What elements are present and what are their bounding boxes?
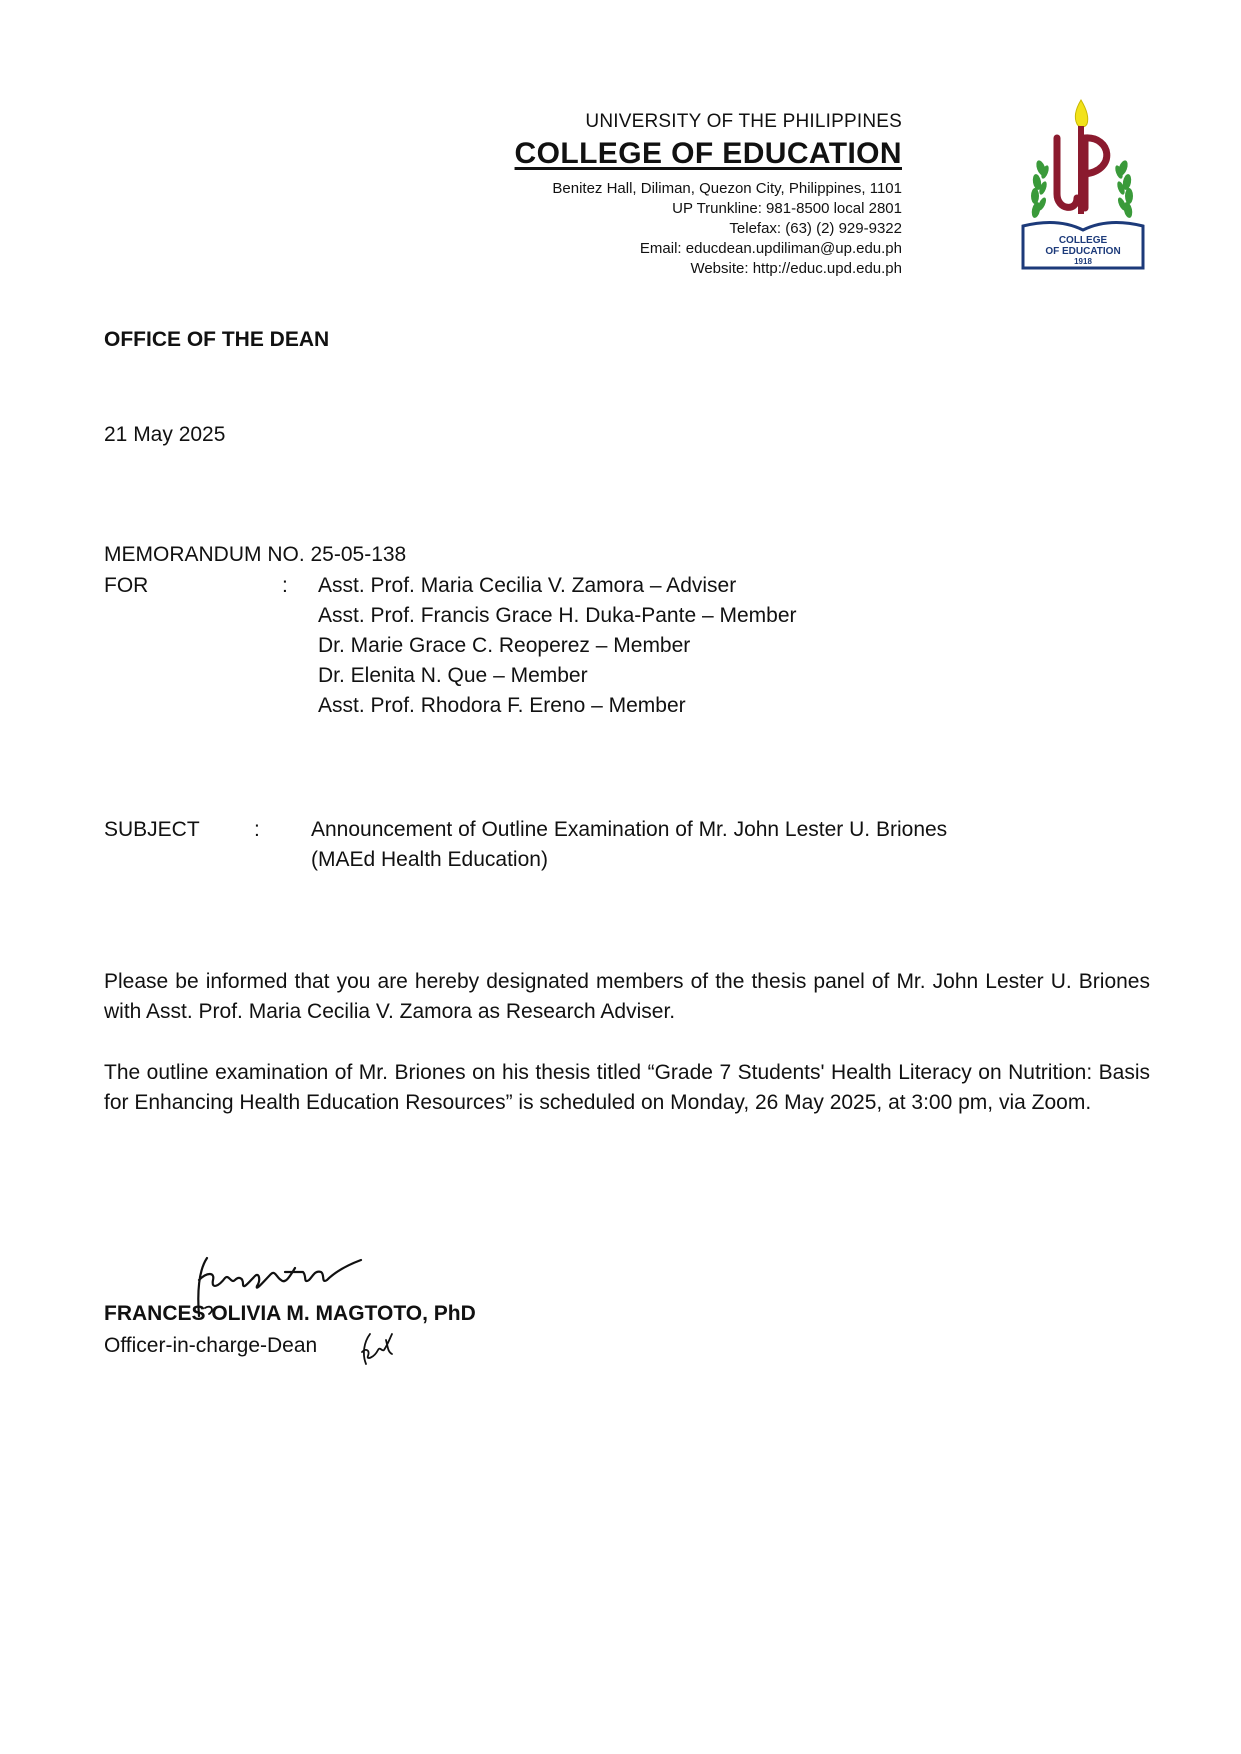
recipient-item: Asst. Prof. Francis Grace H. Duka-Pante – Member <box>318 604 797 627</box>
logo-text-education: OF EDUCATION <box>1045 246 1121 257</box>
signatory-title: Officer-in-charge-Dean <box>104 1334 318 1357</box>
college-trunkline: UP Trunkline: 981-8500 local 2801 <box>672 200 902 217</box>
college-email: Email: educdean.updiliman@up.edu.ph <box>639 240 902 257</box>
logo-text-college: COLLEGE <box>1058 235 1108 246</box>
handwritten-initials <box>356 1330 398 1366</box>
office-heading: OFFICE OF THE DEAN <box>104 328 330 351</box>
subject-colon: : <box>254 818 260 841</box>
body-paragraph-2: The outline examination of Mr. Briones on his thesis titled “Grade 7 Students' Health Literacy on Nutrition: Basis for Enhancing Health Education Resources” is scheduled on Monday, 26 May 2025, at 3:00 pm, via Zoom. <box>104 1061 1150 1114</box>
memo-date: 21 May 2025 <box>104 423 226 446</box>
subject-label: SUBJECT <box>104 818 200 841</box>
college-logo-icon <box>1019 98 1149 274</box>
subject-text <box>311 815 1071 875</box>
body-paragraph-1: Please be informed that you are hereby designated members of the thesis panel of Mr. John Lester U. Briones with Asst. Prof. Maria Cecilia V. Zamora as Research Adviser. <box>104 970 1150 1023</box>
college-telefax: Telefax: (63) (2) 929-9322 <box>729 220 902 237</box>
recipient-item: Dr. Marie Grace C. Reoperez – Member <box>318 634 691 657</box>
college-website: Website: http://educ.upd.edu.ph <box>690 260 902 277</box>
recipient-item: Asst. Prof. Maria Cecilia V. Zamora – Adviser <box>318 574 737 597</box>
university-name: UNIVERSITY OF THE PHILIPPINES <box>585 111 902 132</box>
memo-number: MEMORANDUM NO. 25-05-138 <box>104 543 407 566</box>
recipient-list <box>318 571 797 721</box>
for-colon: : <box>282 574 288 597</box>
college-address: Benitez Hall, Diliman, Quezon City, Philippines, 1101 <box>552 180 902 197</box>
signatory-name: FRANCES OLIVIA M. MAGTOTO, PhD <box>104 1302 476 1325</box>
recipient-item: Dr. Elenita N. Que – Member <box>318 664 588 687</box>
subject-line: Announcement of Outline Examination of Mr. John Lester U. Briones <box>311 818 948 841</box>
for-label: FOR <box>104 574 149 597</box>
recipient-item: Asst. Prof. Rhodora F. Ereno – Member <box>318 694 686 717</box>
subject-line: (MAEd Health Education) <box>311 848 548 871</box>
college-name: COLLEGE OF EDUCATION <box>514 137 902 170</box>
logo-year: 1918 <box>1074 257 1092 266</box>
